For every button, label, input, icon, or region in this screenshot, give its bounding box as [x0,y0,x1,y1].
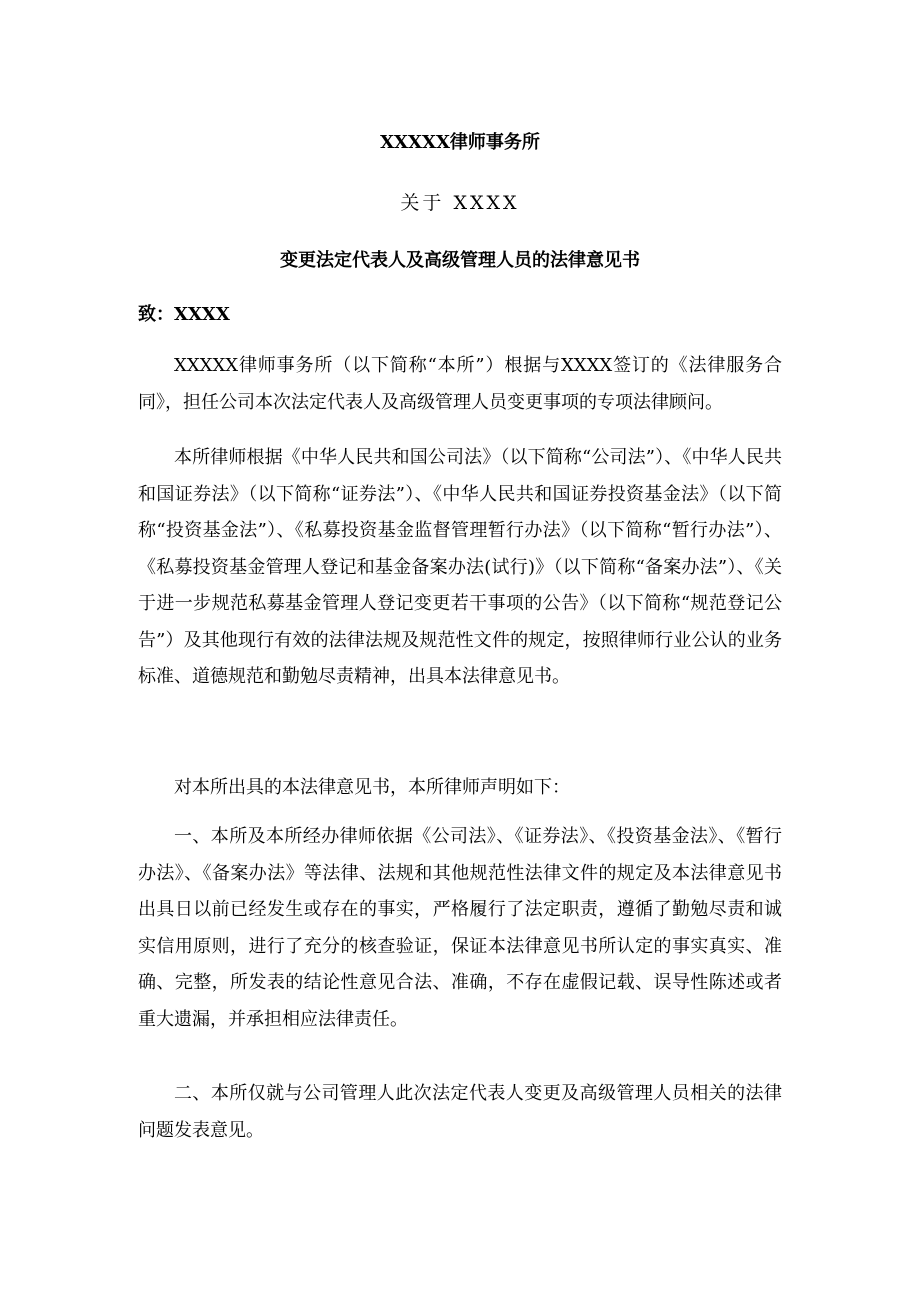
paragraph-declaration-one: 一、本所及本所经办律师依据《公司法》、《证券法》、《投资基金法》、《暂行办法》、《备案办法》等法律、法规和其他规范性法律文件的规定及本法律意见书出具日以前已经发生或存在的事实，严格履行了法定职责，遵循了勤勉尽责和诚实信用原则，进行了充分的核查验证，保证本法律意见书所认定的事实真实、准确、完整，所发表的结论性意见合法、准确，不存在虚假记载、误导性陈述或者重大遗漏，并承担相应法律责任。 [138,826,782,1030]
paragraph-legal-basis: 本所律师根据《中华人民共和国公司法》（以下简称“公司法”）、《中华人民共和国证券法》（以下简称“证券法”）、《中华人民共和国证券投资基金法》（以下简称“投资基金法”）、《私募投资基金监督管理暂行办法》（以下简称“暂行办法”）、《私募投资基金管理人登记和基金备案办法(试行)》（以下简称“备案办法”）、《关于进一步规范私募基金管理人登记变更若干事项的公告》（以下简称“规范登记公告”）及其他现行有效的法律法规及规范性文件的规定，按照律师行业公认的业务标准、道德规范和勤勉尽责精神，出具本法律意见书。 [138,447,782,687]
subject-title: 关于 XXXX [400,192,520,214]
firm-title: XXXXX律师事务所 [380,132,540,153]
paragraph-declaration-two: 二、本所仅就与公司管理人此次法定代表人变更及高级管理人员相关的法律问题发表意见。 [138,1083,782,1141]
paragraph-declaration-intro: 对本所出具的本法律意见书，本所律师声明如下： [174,777,570,798]
salutation: 致：XXXX [138,304,230,325]
document-title: 变更法定代表人及高级管理人员的法律意见书 [280,250,640,271]
paragraph-engagement: XXXXX律师事务所（以下简称“本所”）根据与XXXX签订的《法律服务合同》，担任公司本次法定代表人及高级管理人员变更事项的专项法律顾问。 [138,355,782,413]
